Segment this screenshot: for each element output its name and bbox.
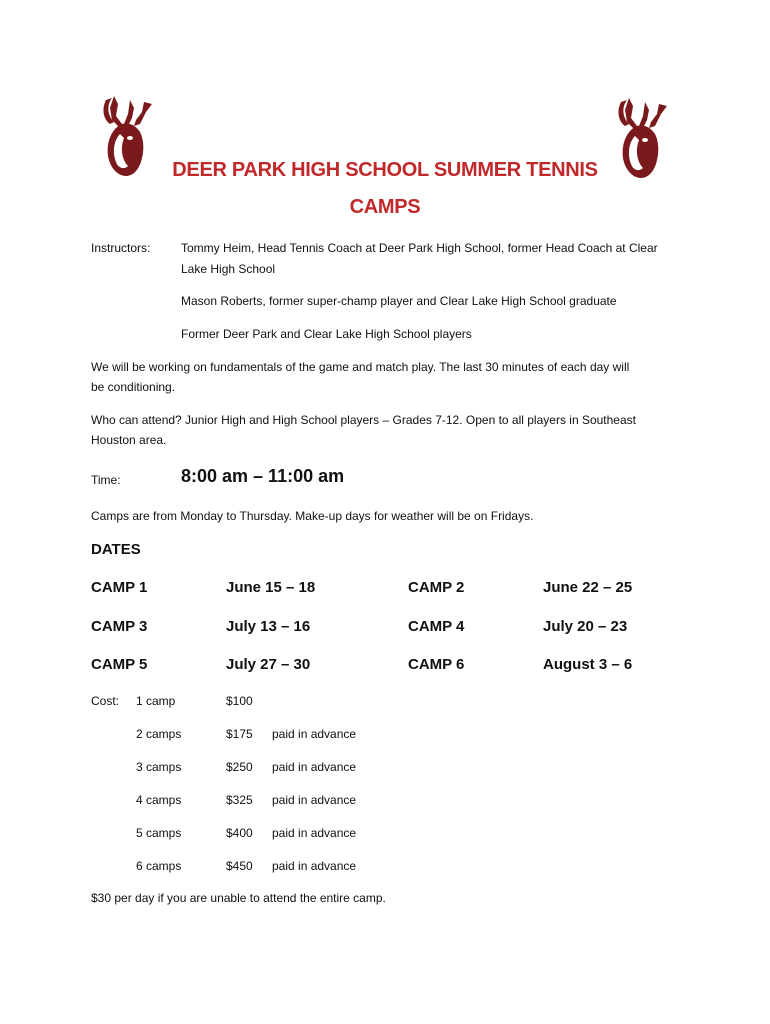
- cost-qty: 2 camps: [136, 727, 182, 741]
- cost-price: $250: [226, 760, 253, 774]
- cost-qty: 3 camps: [136, 760, 182, 774]
- cost-note: paid in advance: [272, 793, 357, 807]
- camp-name: CAMP 6: [408, 656, 465, 673]
- page-title-line-2: CAMPS: [349, 196, 421, 218]
- attend-line-2: Houston area.: [91, 433, 167, 447]
- camp-name: CAMP 2: [408, 579, 465, 596]
- time-value: 8:00 am – 11:00 am: [181, 466, 345, 486]
- instructor-2: Mason Roberts, former super-champ player and Clear Lake High School graduate: [181, 294, 617, 308]
- cost-qty: 1 camp: [136, 694, 176, 708]
- fundamentals-line-2: be conditioning.: [91, 380, 176, 394]
- camp-dates: June 22 – 25: [543, 579, 633, 596]
- camp-name: CAMP 3: [91, 618, 148, 635]
- camp-name: CAMP 4: [408, 618, 465, 635]
- camp-dates: June 15 – 18: [226, 579, 316, 596]
- page-title: DEER PARK HIGH SCHOOL SUMMER TENNIS: [172, 159, 598, 181]
- camp-dates: July 13 – 16: [226, 618, 311, 635]
- cost-price: $325: [226, 793, 253, 807]
- time-label: Time:: [91, 473, 121, 487]
- attend-line-1: Who can attend? Junior High and High School players – Grades 7-12. Open to all players in Southeast: [91, 413, 636, 427]
- dates-heading: DATES: [91, 541, 141, 558]
- cost-note: paid in advance: [272, 859, 357, 873]
- cost-qty: 5 camps: [136, 826, 182, 840]
- cost-qty: 6 camps: [136, 859, 182, 873]
- instructor-1-line-a: Tommy Heim, Head Tennis Coach at Deer Park High School, former Head Coach at Clear: [181, 241, 658, 255]
- cost-price: $175: [226, 727, 253, 741]
- cost-price: $400: [226, 826, 253, 840]
- camp-dates: July 27 – 30: [226, 656, 311, 673]
- instructor-1-line-b: Lake High School: [181, 262, 276, 276]
- instructor-3: Former Deer Park and Clear Lake High School players: [181, 327, 472, 341]
- cost-note: paid in advance: [272, 826, 357, 840]
- camp-name: CAMP 5: [91, 656, 148, 673]
- cost-qty: 4 camps: [136, 793, 182, 807]
- schedule-note: Camps are from Monday to Thursday. Make-up days for weather will be on Fridays.: [91, 509, 534, 523]
- camp-name: CAMP 1: [91, 579, 148, 596]
- camp-dates: August 3 – 6: [543, 656, 633, 673]
- instructors-label: Instructors:: [91, 241, 151, 255]
- cost-note: paid in advance: [272, 727, 357, 741]
- cost-price: $450: [226, 859, 253, 873]
- fundamentals-line-1: We will be working on fundamentals of the game and match play. The last 30 minutes of each day will: [91, 360, 630, 374]
- cost-note: paid in advance: [272, 760, 357, 774]
- camp-dates: July 20 – 23: [543, 618, 628, 635]
- cost-price: $100: [226, 694, 253, 708]
- cost-label: Cost:: [91, 694, 120, 708]
- per-day-note: $30 per day if you are unable to attend the entire camp.: [91, 891, 386, 905]
